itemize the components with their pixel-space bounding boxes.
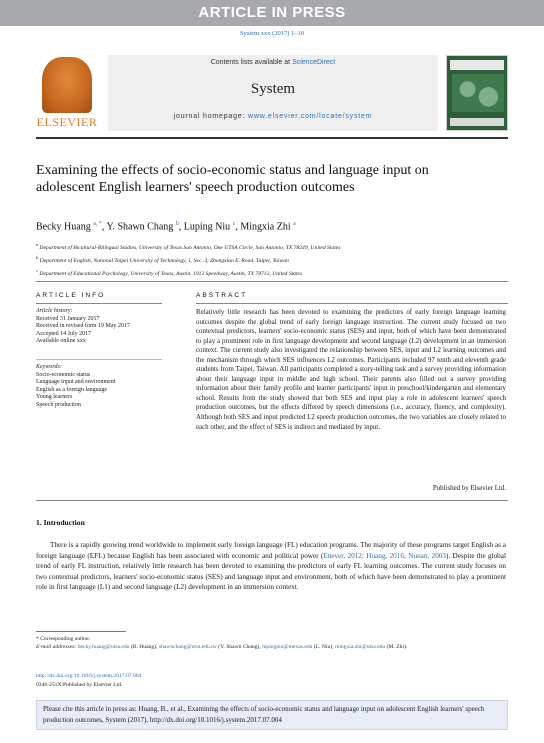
masthead-divider (36, 137, 508, 139)
citation-link[interactable]: Enever, 2012; Huang, 2016; Nunan, 2003 (323, 551, 446, 560)
affiliation-list (36, 240, 506, 279)
cover-map-icon (452, 74, 504, 112)
issn-line: 0346-251X/Published by Elsevier Ltd. (36, 681, 123, 688)
keyword-item: English as a foreign language (36, 386, 107, 393)
email-link[interactable]: shawnchang@ntut.edu.tw (158, 644, 217, 651)
keyword-item: Socio-economic status (36, 371, 91, 378)
author-affil-marker[interactable]: a (293, 221, 296, 227)
abstract-heading: ABSTRACT (196, 292, 248, 299)
journal-homepage-link[interactable]: www.elsevier.com/locate/system (247, 113, 373, 120)
keywords-divider (36, 359, 162, 360)
author-name[interactable]: Y. Shawn Chang (106, 221, 174, 233)
elsevier-logo (36, 55, 98, 131)
section-divider (36, 281, 508, 282)
intro-text-part: ). Despite the global trend of early FL instruction, relatively little research has been devoted to examining the predictors of early FL learning outcomes. The current study focuses on two contextual predictors, learners' socio-economic status (SES) and language input and environment, both of which have been demonstrated to play a prominent role in first language (L1) and second language (L2) development in an immersion context. (36, 551, 506, 591)
author-list: Becky Huang $^{a, *}$, Y. Shawn Chang $^b$, Luping Niu $^c$, Mingxia Zhi $^a$ (36, 221, 296, 233)
introduction-paragraph (36, 540, 506, 593)
citation-box: Please cite this article in press as: Huang, B., et al., Examining the effects of socio-economic status and language input on adolescent English learners' speech production outcomes, System (2017), http://dx.doi.org/10.1016/j.system.2017.07.004 (36, 700, 508, 730)
author-affil-marker[interactable]: b (175, 221, 179, 227)
homepage-prefix: journal homepage: (173, 113, 248, 120)
doi-block (36, 672, 336, 689)
footnotes (36, 635, 506, 651)
keyword-item: Young learners (36, 394, 73, 401)
intro-text-part: There is a rapidly growing trend worldwide to implement early foreign language (FL) education programs. The majority of these programs target English as a foreign language (EFL) because English has been associated with economic and political power ( (36, 541, 506, 560)
author-name[interactable]: Luping Niu (183, 221, 231, 233)
affiliation-marker: b (36, 254, 39, 260)
keyword-list (36, 364, 162, 410)
email-link[interactable]: becky.huang@utsa.edu (77, 644, 130, 651)
author-name[interactable]: Mingxia Zhi (240, 221, 291, 233)
email-link[interactable]: lupingniu@utexas.edu (262, 644, 313, 651)
journal-homepage-line (108, 113, 438, 120)
article-info-heading: ARTICLE INFO (36, 292, 106, 299)
introduction-heading: 1. Introduction (36, 518, 85, 527)
affiliation-text: Department of English, National Taipei University of Technology, 1, Sec. 3, Zhongxiao E. Road, Taipei, Taiwan (39, 257, 289, 264)
published-by: Published by Elsevier Ltd. (432, 485, 506, 492)
email-owner: (M. Zhi). (385, 644, 408, 651)
journal-name: System (250, 81, 296, 97)
abstract-text: Relatively little research has been devoted to examining the predictors of early foreign language learning outcomes despite the global trend of early foreign language instruction. The current study focused on two contextual predictors, learners' socio-economic status (SES) and input, both of which have been demonstrated to play a prominent role in first language development and second language (L2) development in an immersion context. The current study also investigated the relationship between SES, input and L2 learning outcomes and the mechanism through which SES influences L2 outcomes. Participants included 97 tenth and eleventh grade students from Taipei, Taiwan. All participants completed a story-telling task and a survey providing information about their language input in middle and high school. Their parents also filled out a survey providing information about their family profile and learner participants' input in preschool/kindergarten and elementary school. Results from the study showed that both SES and input play a role in adolescent learners' speech production outcomes, but the effects differed by speech dimensions (i.e., accuracy, fluency, and complexity). Although both SES and input predicted L2 speech production outcomes, the two variables are closely related to each other, and the effect of SES is indirect and mediated by input. (196, 309, 506, 431)
affiliation-item (36, 240, 506, 253)
doi-link[interactable]: http://dx.doi.org/10.1016/j.system.2017.07.004 (36, 673, 142, 679)
email-owner: (L. Niu), (312, 644, 335, 651)
abstract-divider (196, 303, 508, 304)
cover-footer-band (450, 118, 504, 126)
article-info-divider (36, 303, 162, 304)
article-history (36, 308, 162, 346)
corresponding-author-note: * Corresponding author. (36, 636, 91, 642)
affiliation-text: Department of Bicultural-Bilingual Studies, University of Texas San Antonio, One UTSA Circle, San Antonio, TX 78249, United States (39, 244, 341, 251)
footnote-divider (36, 631, 126, 632)
sciencedirect-link[interactable]: ScienceDirect (292, 59, 336, 66)
elsevier-wordmark: ELSEVIER (36, 115, 98, 129)
journal-cover-thumbnail[interactable] (446, 55, 508, 131)
contents-prefix: Contents lists available at (210, 59, 293, 66)
affiliation-marker: c (36, 267, 38, 273)
author-name[interactable]: Becky Huang (36, 221, 91, 233)
elsevier-tree-icon (42, 57, 92, 113)
history-item: Available online xxx (36, 338, 86, 345)
author-affil-marker[interactable]: a, * (93, 221, 102, 227)
email-owner: (Y. Shawn Chang), (216, 644, 263, 651)
affiliation-item (36, 253, 506, 266)
masthead-center-panel (108, 55, 438, 131)
email-label: E-mail addresses: (36, 644, 77, 651)
history-item: Received 31 January 2017 (36, 315, 100, 322)
history-label: Article history: (36, 308, 73, 314)
history-item: Received in revised form 19 May 2017 (36, 323, 130, 330)
affiliation-marker: a (36, 242, 38, 247)
cover-title-band (450, 60, 504, 70)
email-footnote (36, 643, 506, 651)
abstract-end-divider (36, 500, 508, 501)
keyword-item: Language input and environment (36, 379, 116, 386)
affiliation-item (36, 266, 506, 279)
keyword-item: Speech production (36, 401, 81, 408)
history-item: Accepted 14 July 2017 (36, 330, 92, 337)
journal-masthead (36, 55, 508, 133)
journal-reference-link[interactable]: System xxx (2017) 1–10 (239, 30, 305, 37)
contents-line (108, 59, 438, 66)
affiliation-text: Department of Educational Psychology, University of Texas, Austin, 1912 Speedway, Austin, TX 78712, United States (39, 270, 303, 277)
article-title: Examining the effects of socio-economic status and language input on adolescent English learners' speech production outcomes (36, 163, 429, 195)
article-in-press-banner: ARTICLE IN PRESS (0, 0, 544, 26)
email-link[interactable]: mingxia.zhi@utsa.edu (334, 644, 386, 651)
email-owner: (B. Huang), (129, 644, 159, 651)
author-affil-marker[interactable]: c (232, 221, 236, 227)
keywords-label: Keywords: (36, 364, 62, 370)
